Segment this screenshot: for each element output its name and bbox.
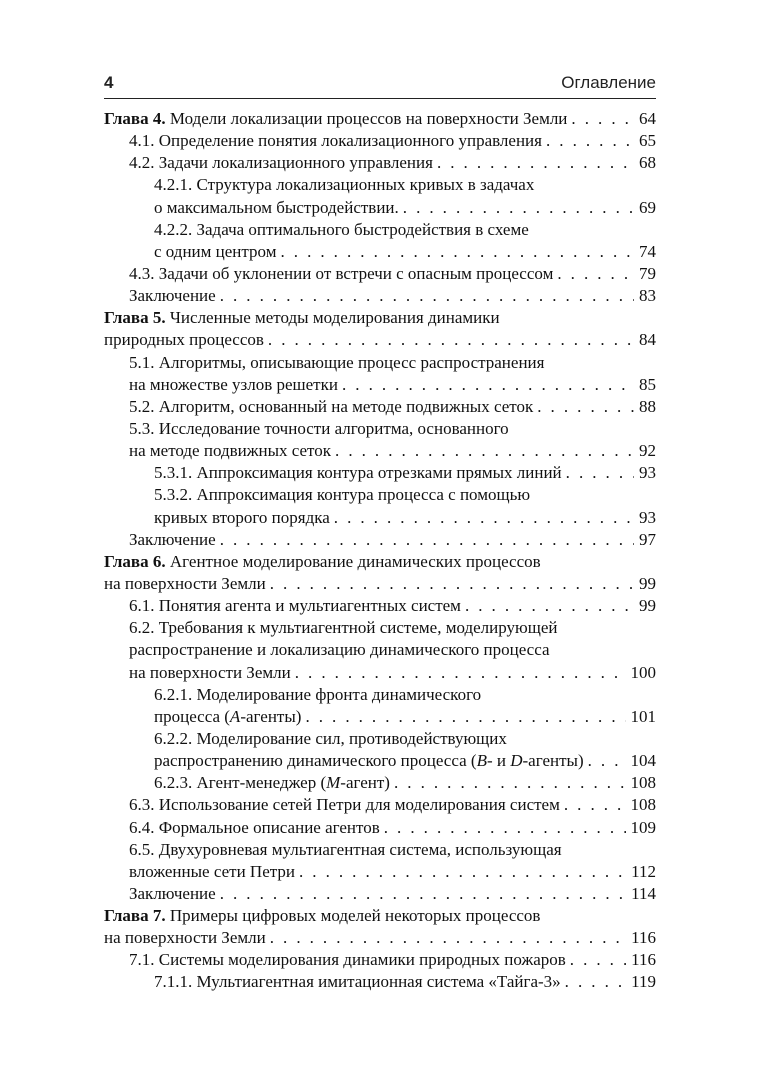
- toc-entry-title: на множестве узлов решетки: [129, 374, 338, 394]
- dot-leader: [588, 750, 626, 772]
- dot-leader: [270, 573, 634, 595]
- toc-entry-text: [154, 485, 530, 504]
- toc-entry-title: распространению динамического процесса (B- и D-агенты): [154, 751, 584, 771]
- header-rule: [104, 98, 656, 99]
- toc-entry-title: 6.2.1. Моделирование фронта динамического: [154, 684, 482, 704]
- toc-entry-text: [129, 949, 566, 971]
- toc-entry-text: [129, 419, 509, 438]
- toc-page-number: 114: [631, 883, 656, 903]
- table-of-contents: [104, 108, 656, 994]
- toc-page-number: 85: [639, 374, 656, 394]
- toc-page-number: 104: [630, 751, 656, 771]
- chapter-label: Глава 6.: [104, 551, 166, 571]
- dot-leader: [570, 949, 626, 971]
- toc-section-line[interactable]: [104, 839, 656, 861]
- toc-entry-text: [129, 130, 542, 152]
- toc-page-number: 92: [639, 441, 656, 461]
- toc-page-number: 69: [639, 197, 656, 217]
- toc-entry-text: [154, 685, 481, 704]
- toc-entry-text: [154, 197, 399, 219]
- toc-entry-text: [129, 396, 533, 418]
- toc-entry-title: на поверхности Земли: [104, 573, 266, 593]
- toc-entry-text: [129, 618, 557, 637]
- toc-page-number: 101: [630, 706, 656, 726]
- toc-entry-text: [129, 353, 544, 372]
- toc-entry-title: 4.2. Задачи локализационного управления: [129, 153, 433, 173]
- toc-entry-text: [154, 462, 562, 484]
- toc-entry-title: 4.2.1. Структура локализационных кривых в задачах: [154, 175, 535, 195]
- toc-entry-title: Заключение: [129, 286, 216, 306]
- dot-leader: [571, 108, 634, 130]
- toc-page-number: 108: [630, 795, 656, 815]
- toc-subsection-line[interactable]: [104, 197, 656, 219]
- toc-entry-title: Заключение: [129, 529, 216, 549]
- toc-entry-text: [129, 374, 338, 396]
- toc-subsection-line[interactable]: [104, 241, 656, 263]
- toc-entry-title: Заключение: [129, 883, 216, 903]
- toc-subsection-line[interactable]: [104, 684, 656, 706]
- toc-page-number: 64: [639, 109, 656, 128]
- toc-chapter-line[interactable]: [104, 329, 656, 351]
- toc-entry-title: кривых второго порядка: [154, 507, 330, 527]
- toc-entry-text: [104, 308, 500, 327]
- toc-entry-title: 6.1. Понятия агента и мультиагентных систем: [129, 596, 461, 616]
- dot-leader: [299, 861, 626, 883]
- dot-leader: [334, 507, 634, 529]
- toc-section-line[interactable]: [104, 595, 656, 617]
- toc-page-number: 79: [639, 263, 656, 283]
- toc-subsection-line[interactable]: [104, 971, 656, 993]
- agent-letter: D: [510, 751, 523, 771]
- toc-entry-text: [129, 529, 216, 551]
- toc-entry-title: на методе подвижных сеток: [129, 441, 332, 461]
- toc-entry-title: 5.2. Алгоритм, основанный на методе подвижных сеток: [129, 396, 534, 416]
- toc-section-line[interactable]: [104, 285, 656, 307]
- dot-leader: [546, 130, 634, 152]
- toc-entry-title: 5.3. Исследование точности алгоритма, основанного: [129, 418, 509, 438]
- dot-leader: [437, 152, 634, 174]
- toc-entry-text: [154, 220, 529, 239]
- toc-entry-title: природных процессов: [104, 330, 264, 350]
- toc-page-number: 99: [639, 573, 656, 593]
- dot-leader: [403, 197, 634, 219]
- toc-subsection-line[interactable]: [104, 507, 656, 529]
- dot-leader: [280, 241, 634, 263]
- toc-section-line[interactable]: [104, 152, 656, 174]
- toc-entry-text: [154, 175, 534, 194]
- toc-page-number: 112: [631, 861, 656, 881]
- toc-section-line[interactable]: [104, 949, 656, 971]
- toc-entry-title: Агентное моделирование динамических процессов: [165, 551, 541, 571]
- toc-page-number: 100: [630, 662, 656, 682]
- toc-section-line[interactable]: [104, 861, 656, 883]
- agent-letter: B: [476, 751, 487, 771]
- toc-section-line[interactable]: [104, 396, 656, 418]
- dot-leader: [268, 329, 634, 351]
- toc-subsection-line[interactable]: [104, 750, 656, 772]
- dot-leader: [305, 706, 625, 728]
- toc-subsection-line[interactable]: [104, 219, 656, 241]
- toc-subsection-line[interactable]: [104, 772, 656, 794]
- toc-chapter-line[interactable]: [104, 905, 656, 927]
- toc-section-line[interactable]: [104, 617, 656, 639]
- toc-entry-title: 4.3. Задачи об уклонении от встречи с опасным процессом: [129, 263, 554, 283]
- toc-section-line[interactable]: [104, 662, 656, 684]
- toc-entry-title: 6.2.3. Агент-менеджер (M-агент): [154, 773, 390, 793]
- toc-entry-text: [154, 729, 507, 748]
- toc-entry-title: на поверхности Земли: [129, 662, 291, 682]
- toc-section-line[interactable]: [104, 440, 656, 462]
- toc-entry-title: 7.1.1. Мультиагентная имитационная система «Тайга-3»: [154, 972, 561, 992]
- toc-entry-title: 7.1. Системы моделирования динамики природных пожаров: [129, 950, 566, 970]
- toc-entry-title: 5.3.1. Аппроксимация контура отрезками прямых линий: [154, 463, 562, 483]
- toc-entry-title: с одним центром: [154, 241, 277, 261]
- toc-section-line[interactable]: [104, 639, 656, 661]
- chapter-label: Глава 4.: [104, 109, 166, 128]
- toc-page-number: 116: [631, 950, 656, 970]
- dot-leader: [384, 817, 626, 839]
- toc-entry-text: [129, 263, 553, 285]
- toc-section-line[interactable]: [104, 263, 656, 285]
- toc-entry-text: [104, 329, 264, 351]
- toc-entry-title: 6.4. Формальное описание агентов: [129, 817, 380, 837]
- dot-leader: [220, 529, 634, 551]
- toc-chapter-line[interactable]: [104, 108, 656, 130]
- toc-entry-title: распространение и локализацию динамического процесса: [129, 640, 550, 660]
- dot-leader: [270, 927, 626, 949]
- dot-leader: [566, 462, 634, 484]
- toc-entry-title: 6.2.2. Моделирование сил, противодействующих: [154, 728, 507, 748]
- chapter-label: Глава 7.: [104, 906, 166, 926]
- toc-page-number: 74: [639, 241, 656, 261]
- dot-leader: [564, 794, 626, 816]
- toc-entry-text: [104, 108, 567, 130]
- toc-entry-title: о максимальном быстродействии.: [154, 197, 399, 217]
- toc-entry-title: 6.2. Требования к мультиагентной системе, моделирующей: [129, 618, 558, 638]
- dot-leader: [537, 396, 634, 418]
- toc-page-number: 108: [630, 773, 656, 793]
- toc-page-number: 68: [639, 153, 656, 173]
- dot-leader: [565, 971, 626, 993]
- toc-entry-text: [129, 883, 216, 905]
- toc-section-line[interactable]: [104, 352, 656, 374]
- toc-page-number: 93: [639, 463, 656, 483]
- page-number: 4: [104, 73, 114, 92]
- running-title: Оглавление: [561, 73, 656, 92]
- toc-page-number: 97: [639, 529, 656, 549]
- toc-page-number: 116: [631, 928, 656, 948]
- toc-entry-text: [154, 507, 330, 529]
- toc-page-number: 93: [639, 507, 656, 527]
- toc-entry-title: 4.2.2. Задача оптимального быстродействия в схеме: [154, 219, 529, 239]
- toc-entry-text: [129, 662, 291, 684]
- toc-entry-text: [129, 285, 216, 307]
- toc-page-number: 99: [639, 596, 656, 616]
- toc-entry-text: [104, 927, 266, 949]
- toc-entry-title: Модели локализации процессов на поверхности Земли: [165, 109, 568, 128]
- toc-entry-title: 5.3.2. Аппроксимация контура процесса с помощью: [154, 485, 531, 505]
- toc-subsection-line[interactable]: [104, 462, 656, 484]
- toc-entry-text: [129, 595, 461, 617]
- toc-entry-text: [154, 750, 584, 772]
- toc-page-number: 84: [639, 330, 656, 350]
- dot-leader: [220, 883, 626, 905]
- dot-leader: [465, 595, 634, 617]
- toc-chapter-line[interactable]: [104, 927, 656, 949]
- agent-letter: M: [326, 773, 341, 793]
- toc-section-line[interactable]: [104, 374, 656, 396]
- toc-section-line[interactable]: [104, 794, 656, 816]
- toc-entry-title: процесса (A-агенты): [154, 706, 302, 726]
- toc-entry-text: [104, 906, 540, 925]
- toc-section-line[interactable]: [104, 418, 656, 440]
- toc-entry-title: 4.1. Определение понятия локализационного управления: [129, 131, 542, 151]
- toc-page-number: 119: [631, 972, 656, 992]
- toc-entry-text: [129, 794, 560, 816]
- toc-entry-text: [129, 861, 295, 883]
- toc-subsection-line[interactable]: [104, 706, 656, 728]
- toc-entry-text: [129, 840, 562, 859]
- toc-page-number: 88: [639, 396, 656, 416]
- toc-entry-title: Примеры цифровых моделей некоторых процессов: [165, 906, 541, 926]
- toc-entry-text: [154, 241, 276, 263]
- toc-entry-title: 5.1. Алгоритмы, описывающие процесс распространения: [129, 352, 545, 372]
- toc-entry-text: [129, 440, 331, 462]
- dot-leader: [295, 662, 626, 684]
- chapter-label: Глава 5.: [104, 308, 166, 328]
- toc-entry-text: [104, 573, 266, 595]
- dot-leader: [342, 374, 634, 396]
- toc-entry-title: на поверхности Земли: [104, 928, 266, 948]
- toc-entry-text: [129, 640, 550, 659]
- toc-entry-title: 6.5. Двухуровневая мультиагентная система, использующая: [129, 839, 562, 859]
- toc-page-number: 83: [639, 286, 656, 306]
- toc-entry-title: вложенные сети Петри: [129, 861, 295, 881]
- agent-letter: A: [229, 706, 241, 726]
- toc-page-number: 109: [630, 817, 656, 837]
- toc-page-number: 65: [639, 131, 656, 151]
- toc-entry-text: [104, 552, 541, 571]
- dot-leader: [394, 772, 626, 794]
- toc-section-line[interactable]: [104, 817, 656, 839]
- toc-subsection-line[interactable]: [104, 728, 656, 750]
- toc-section-line[interactable]: [104, 883, 656, 905]
- toc-subsection-line[interactable]: [104, 484, 656, 506]
- page-header: [104, 69, 656, 97]
- toc-entry-title: Численные методы моделирования динамики: [165, 308, 500, 328]
- toc-chapter-line[interactable]: [104, 551, 656, 573]
- toc-chapter-line[interactable]: [104, 573, 656, 595]
- dot-leader: [335, 440, 634, 462]
- toc-entry-text: [129, 152, 433, 174]
- dot-leader: [220, 285, 634, 307]
- toc-section-line[interactable]: [104, 130, 656, 152]
- toc-entry-text: [154, 706, 301, 728]
- toc-section-line[interactable]: [104, 529, 656, 551]
- toc-entry-text: [154, 772, 390, 794]
- toc-chapter-line[interactable]: [104, 307, 656, 329]
- toc-entry-text: [154, 971, 561, 993]
- toc-entry-text: [129, 817, 380, 839]
- toc-entry-title: 6.3. Использование сетей Петри для моделирования систем: [129, 795, 560, 815]
- dot-leader: [557, 263, 634, 285]
- toc-subsection-line[interactable]: [104, 174, 656, 196]
